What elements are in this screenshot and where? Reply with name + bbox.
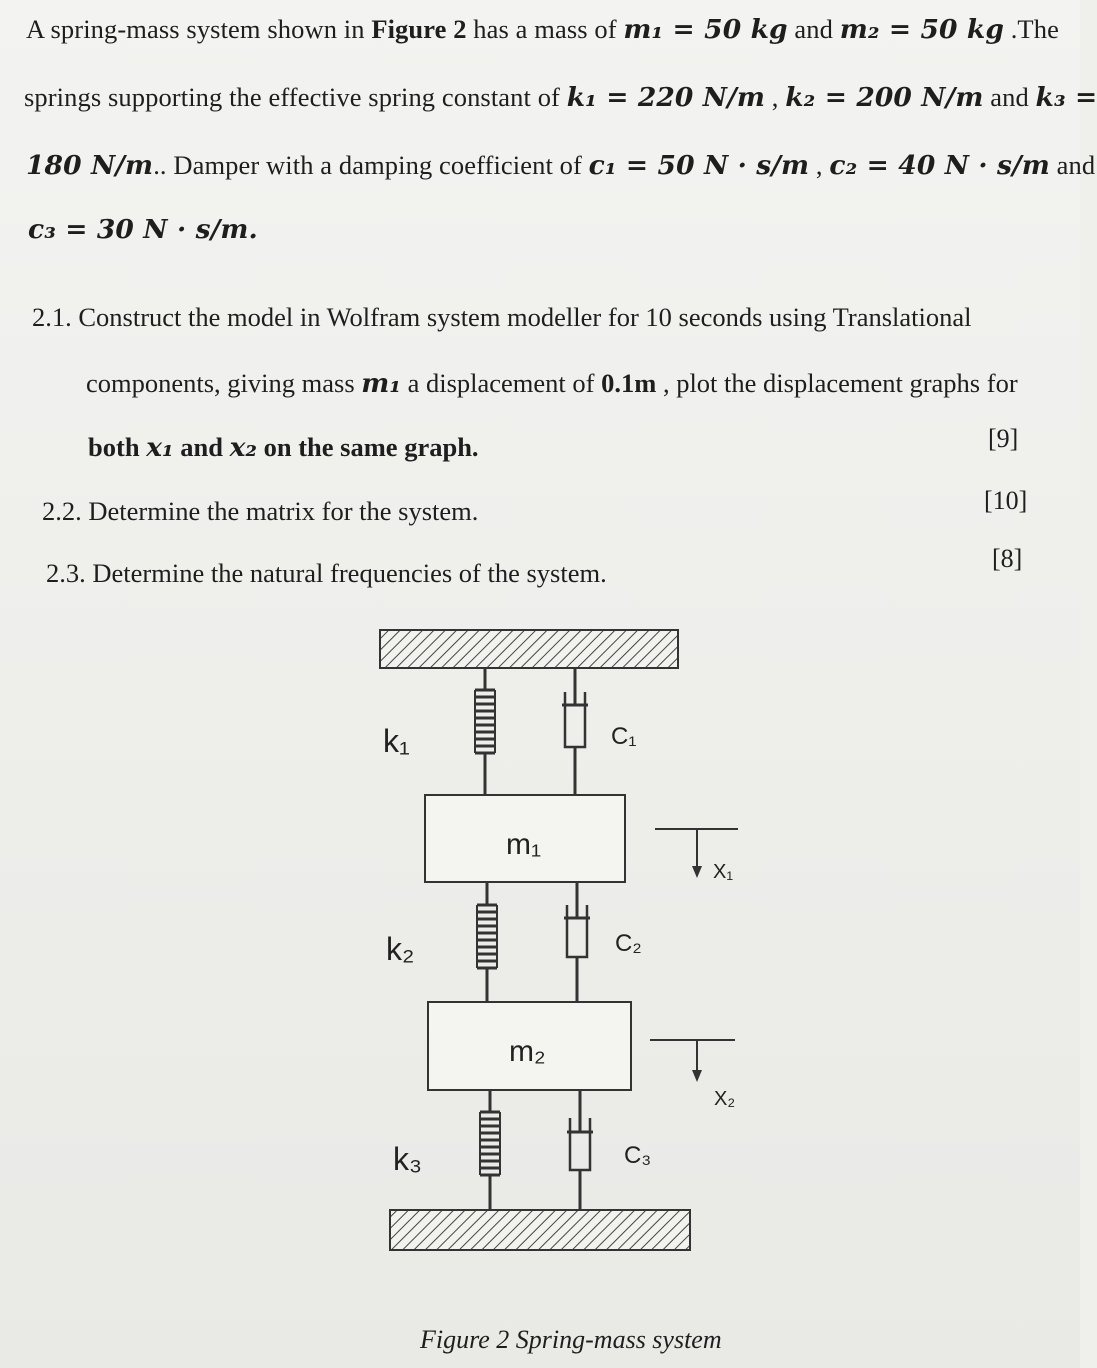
label-k1: k₁ [383, 723, 410, 759]
intro-line-1: A spring-mass system shown in Figure 2 has a mass of m₁ = 50 kg and m₂ = 50 kg .The [26, 14, 1059, 45]
question-2-2: 2.2. Determine the matrix for the system. [42, 496, 479, 526]
spring-k2 [477, 882, 497, 1002]
damper-c2 [564, 882, 590, 1002]
spring-k1 [475, 668, 495, 795]
damper-c3 [567, 1090, 593, 1213]
top-wall [380, 630, 678, 668]
marks-2-1: [9] [988, 424, 1019, 453]
question-2-1-line-3: both x₁ and x₂ on the same graph. [88, 432, 479, 463]
marks-2-2: [10] [984, 486, 1028, 515]
damper-c1 [562, 668, 588, 795]
bottom-wall [390, 1210, 690, 1250]
marks-2-3: [8] [992, 544, 1023, 573]
intro-line-2: springs supporting the effective spring constant of k₁ = 220 N/m , k₂ = 200 N/m and k₃ = [24, 82, 1097, 113]
label-c1: C₁ [611, 723, 637, 750]
label-x1: X₁ [713, 861, 734, 883]
label-c2: C₂ [615, 930, 642, 957]
x2-indicator [650, 1040, 735, 1082]
label-x2: X₂ [714, 1088, 736, 1110]
spring-k3 [480, 1090, 500, 1213]
label-m2: m₂ [509, 1035, 546, 1068]
question-2-1-line-2: components, giving mass m₁ a displacement of 0.1m , plot the displacement graphs for [86, 368, 1018, 399]
figure-caption: Figure 2 Spring-mass system [420, 1325, 722, 1354]
intro-line-4: c₃ = 30 N · s/m. [28, 214, 258, 245]
label-m1: m₁ [506, 828, 542, 861]
label-k2: k₂ [386, 931, 415, 967]
label-k3: k₃ [393, 1141, 423, 1177]
question-2-3: 2.3. Determine the natural frequencies of the system. [46, 558, 607, 588]
intro-line-3: 180 N/m.. Damper with a damping coefficient of c₁ = 50 N · s/m , c₂ = 40 N · s/m and [26, 150, 1096, 181]
label-c3: C₃ [624, 1142, 652, 1169]
question-2-1-line-1: 2.1. Construct the model in Wolfram system modeller for 10 seconds using Translational [32, 302, 972, 332]
